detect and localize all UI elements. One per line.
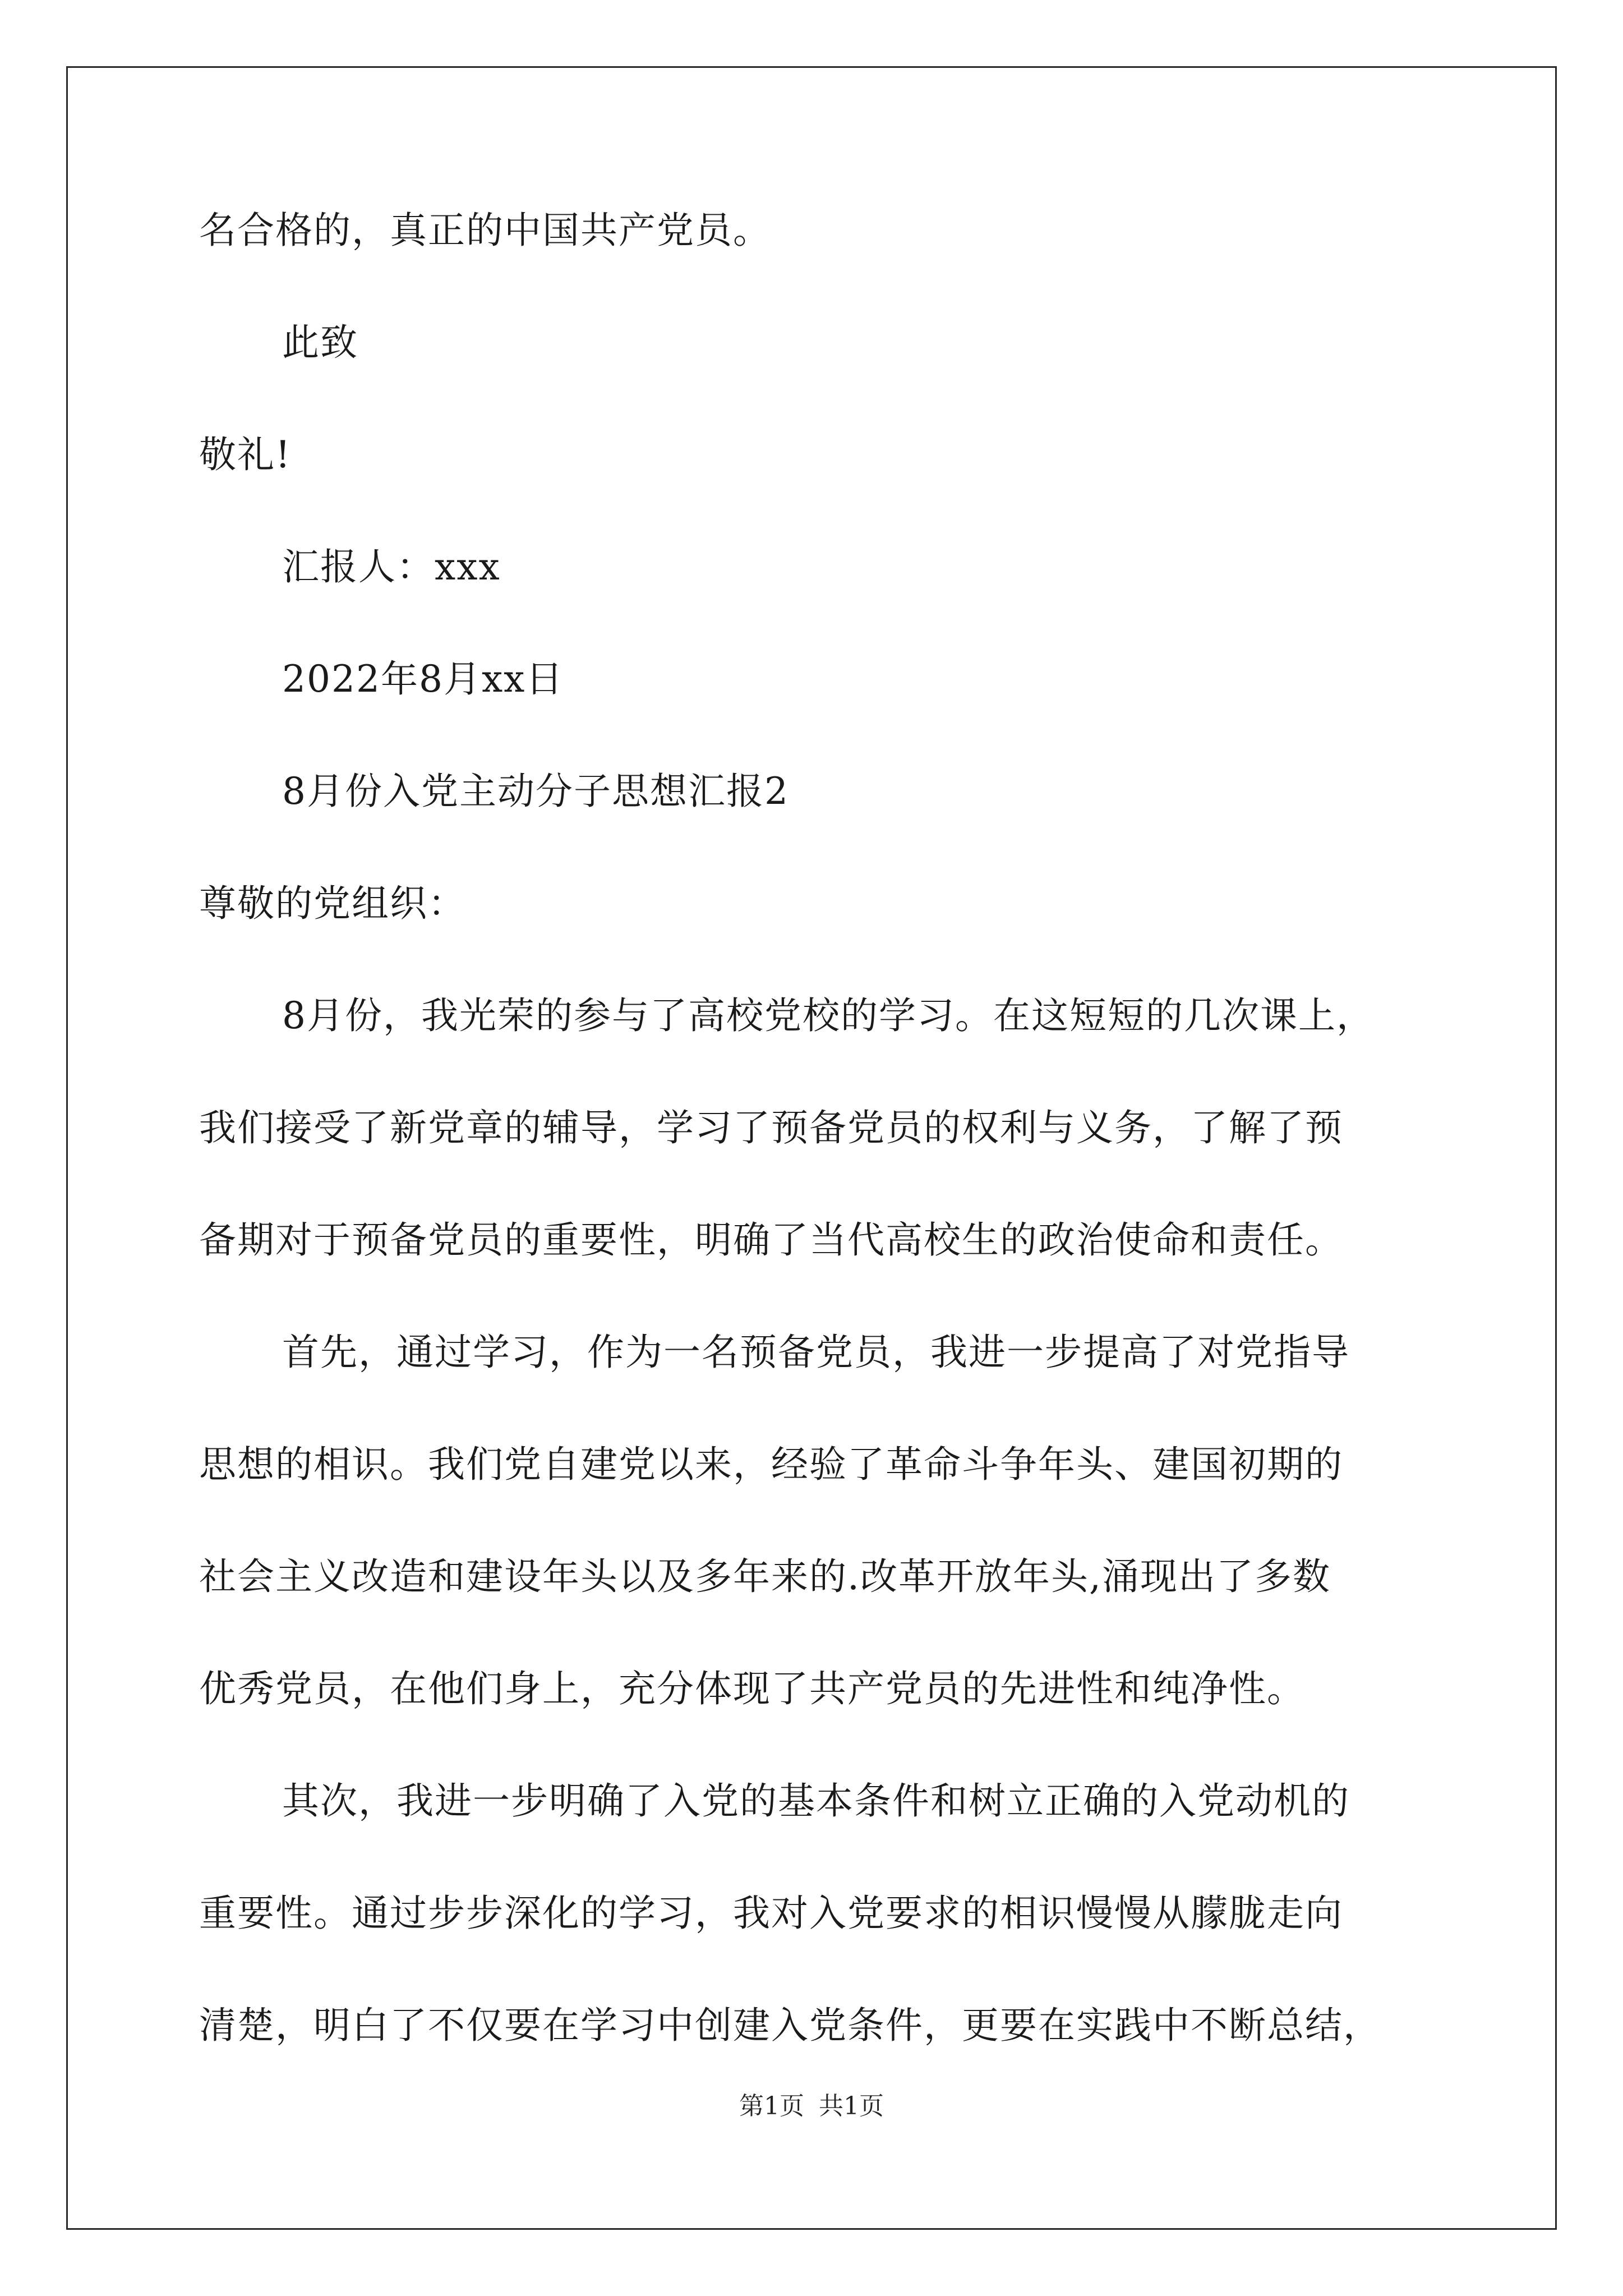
paragraph-line: 重要性。通过步步深化的学习，我对入党要求的相识慢慢从朦胧走向 — [199, 1892, 1343, 1935]
paragraph-line: 社会主义改造和建设年头以及多年来的.改革开放年头,涌现出了多数 — [199, 1555, 1331, 1598]
paragraph-line: 清楚，明白了不仅要在学习中创建入党条件，更要在实践中不断总结， — [199, 2004, 1381, 2047]
paragraph-line: 8月份，我光荣的参与了高校党校的学习。在这短短的几次课上， — [282, 994, 1375, 1037]
page-footer — [0, 2086, 1623, 2122]
paragraph-line: 备期对于预备党员的重要性，明确了当代高校生的政治使命和责任。 — [199, 1218, 1343, 1262]
paragraph-line: 优秀党员，在他们身上，充分体现了共产党员的先进性和纯净性。 — [199, 1667, 1305, 1710]
paragraph-line: 我们接受了新党章的辅导，学习了预备党员的权利与义务，了解了预 — [199, 1106, 1343, 1149]
page-total: 共1页 — [819, 2092, 884, 2120]
text-line: 名合格的，真正的中国共产党员。 — [199, 209, 771, 252]
reporter-line: 汇报人：xxx — [282, 545, 501, 588]
date-line: 2022年8月xx日 — [282, 657, 564, 701]
section-title: 8月份入党主动分子思想汇报2 — [282, 770, 789, 813]
page-number: 第1页 — [739, 2092, 804, 2120]
paragraph-line: 首先，通过学习，作为一名预备党员，我进一步提高了对党指导 — [282, 1331, 1350, 1374]
paragraph-line: 其次，我进一步明确了入党的基本条件和树立正确的入党动机的 — [282, 1779, 1350, 1823]
paragraph-line: 思想的相识。我们党自建党以来，经验了革命斗争年头、建国初期的 — [199, 1443, 1343, 1486]
salutation-line: 此致 — [282, 321, 358, 364]
addressee-line: 尊敬的党组织： — [199, 882, 466, 925]
greeting-line: 敬礼! — [199, 433, 292, 476]
